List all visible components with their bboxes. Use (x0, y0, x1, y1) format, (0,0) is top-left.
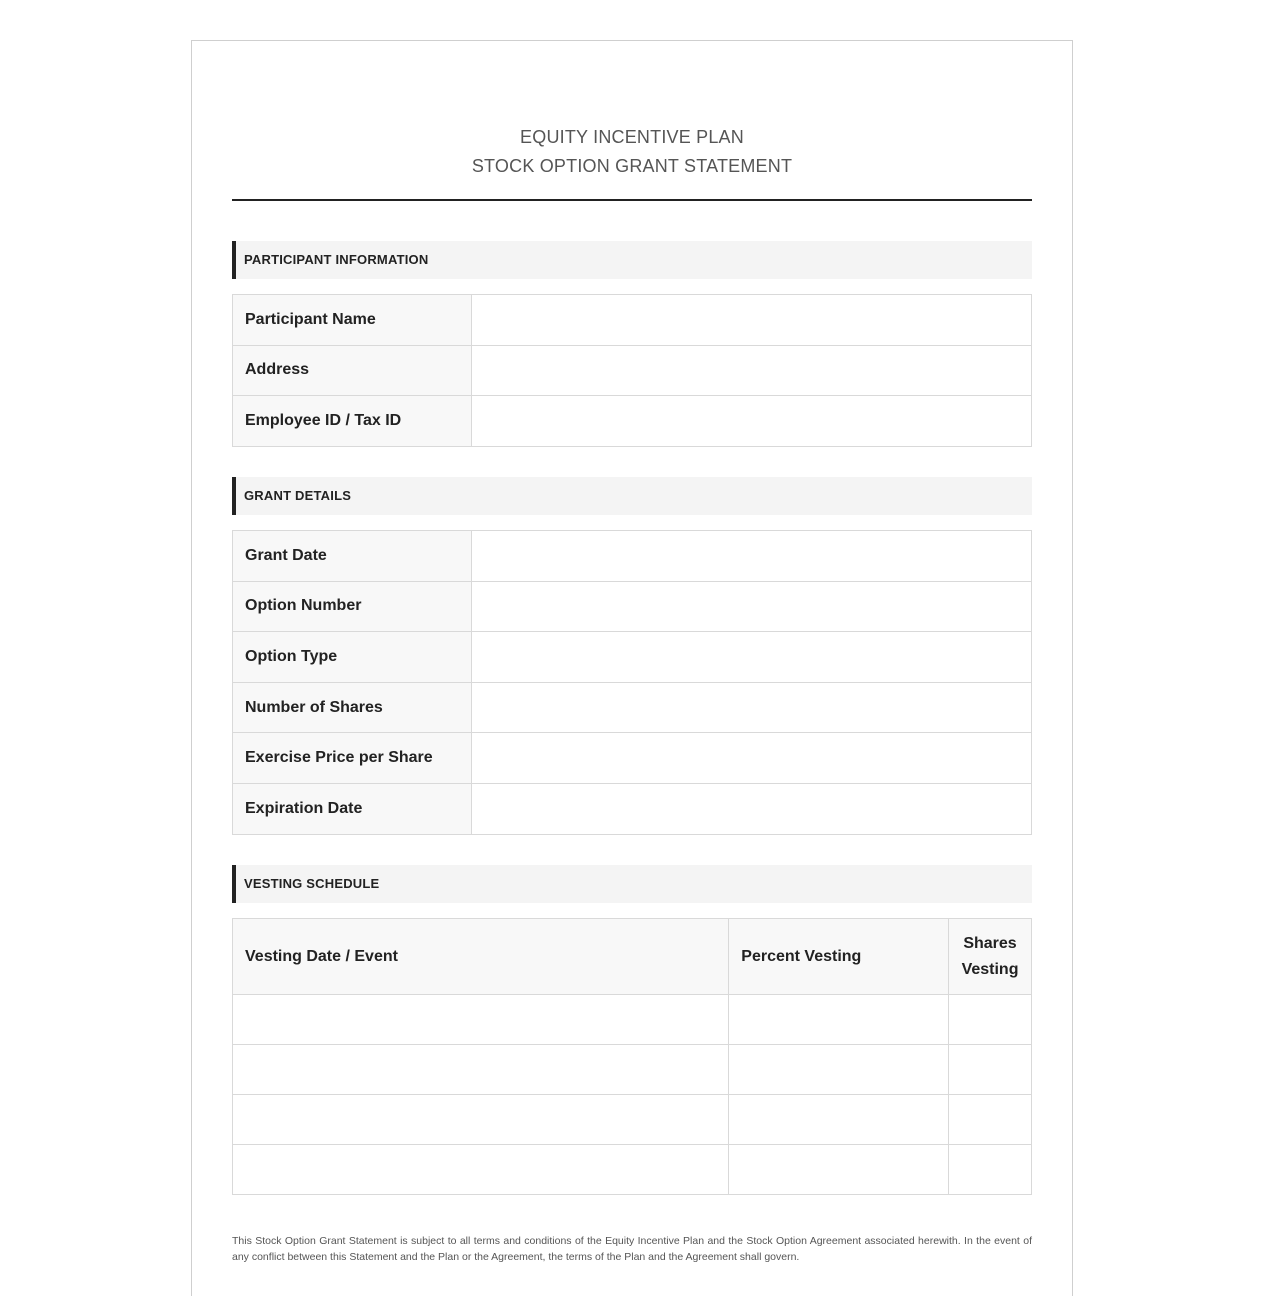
field-label-number-of-shares: Number of Shares (233, 682, 472, 733)
column-header-shares-vesting: Shares Vesting (949, 919, 1032, 995)
table-row (233, 1095, 1032, 1145)
shares-vesting-cell[interactable] (949, 1095, 1032, 1145)
section-heading-grant (232, 477, 1032, 515)
table-row (233, 682, 1032, 733)
vesting-date-cell[interactable] (233, 995, 729, 1045)
table-row (233, 531, 1032, 582)
table-row (233, 995, 1032, 1045)
table-row (233, 295, 1032, 346)
title-line-1: EQUITY INCENTIVE PLAN (520, 127, 744, 147)
field-label-address: Address (233, 345, 472, 396)
section-heading-label: GRANT DETAILS (244, 488, 352, 503)
shares-vesting-cell[interactable] (949, 995, 1032, 1045)
field-label-option-number: Option Number (233, 581, 472, 632)
table-row (233, 345, 1032, 396)
column-header-percent-vesting: Percent Vesting (729, 919, 949, 995)
field-value-expiration-date[interactable] (472, 783, 1032, 834)
title-divider (232, 199, 1032, 201)
vesting-date-cell[interactable] (233, 1045, 729, 1095)
field-label-grant-date: Grant Date (233, 531, 472, 582)
legal-footer-text: This Stock Option Grant Statement is subject to all terms and conditions of the Equity Incentive Plan and the Stock Option Agreement associated herewith. In the event of any conflict between this Statement and the Plan or the Agreement, the terms of the Plan and the Agreement shall govern. (232, 1235, 1032, 1263)
field-label-option-type: Option Type (233, 632, 472, 683)
percent-vesting-cell[interactable] (729, 1045, 949, 1095)
field-value-employee-id[interactable] (472, 396, 1032, 447)
field-label-exercise-price: Exercise Price per Share (233, 733, 472, 784)
table-row (233, 1145, 1032, 1195)
shares-vesting-cell[interactable] (949, 1045, 1032, 1095)
document-title (232, 123, 1032, 181)
section-heading-label: VESTING SCHEDULE (244, 876, 380, 891)
document-page (191, 40, 1073, 1296)
field-value-number-of-shares[interactable] (472, 682, 1032, 733)
vesting-table (232, 918, 1032, 1195)
field-value-option-type[interactable] (472, 632, 1032, 683)
vesting-date-cell[interactable] (233, 1145, 729, 1195)
participant-table (232, 294, 1032, 447)
field-value-address[interactable] (472, 345, 1032, 396)
shares-vesting-cell[interactable] (949, 1145, 1032, 1195)
percent-vesting-cell[interactable] (729, 995, 949, 1045)
grant-table (232, 530, 1032, 835)
table-row (233, 733, 1032, 784)
percent-vesting-cell[interactable] (729, 1145, 949, 1195)
table-row (233, 581, 1032, 632)
field-label-expiration-date: Expiration Date (233, 783, 472, 834)
section-heading-vesting (232, 865, 1032, 903)
section-heading-participant (232, 241, 1032, 279)
percent-vesting-cell[interactable] (729, 1095, 949, 1145)
field-label-participant-name: Participant Name (233, 295, 472, 346)
field-value-exercise-price[interactable] (472, 733, 1032, 784)
table-row (233, 1045, 1032, 1095)
field-value-participant-name[interactable] (472, 295, 1032, 346)
vesting-date-cell[interactable] (233, 1095, 729, 1145)
field-value-grant-date[interactable] (472, 531, 1032, 582)
field-value-option-number[interactable] (472, 581, 1032, 632)
field-label-employee-id: Employee ID / Tax ID (233, 396, 472, 447)
table-row (233, 632, 1032, 683)
table-row (233, 396, 1032, 447)
table-header-row (233, 919, 1032, 995)
table-row (233, 783, 1032, 834)
section-heading-label: PARTICIPANT INFORMATION (244, 252, 429, 267)
column-header-vesting-date: Vesting Date / Event (233, 919, 729, 995)
title-line-2: STOCK OPTION GRANT STATEMENT (471, 156, 793, 176)
